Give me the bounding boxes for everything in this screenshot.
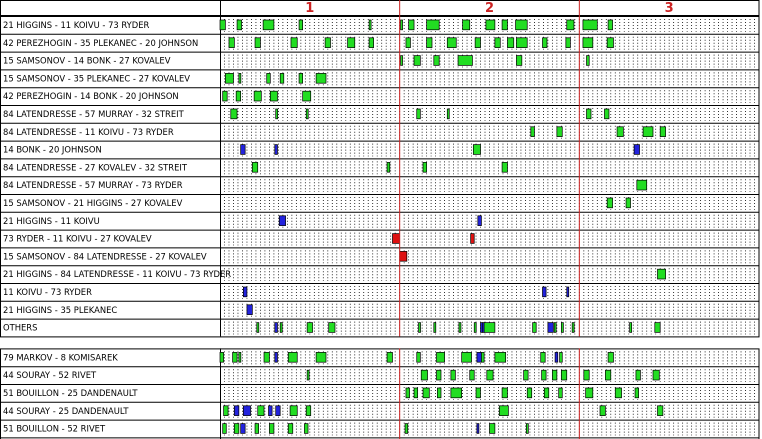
shift-bar xyxy=(414,388,418,398)
shift-bar xyxy=(233,352,237,362)
shift-bar xyxy=(258,406,264,416)
shift-bar xyxy=(462,352,472,362)
shift-bar xyxy=(436,370,440,380)
shift-bar xyxy=(303,91,311,101)
row-label: 21 HIGGINS - 35 PLEKANEC xyxy=(3,304,118,315)
shift-bar xyxy=(427,38,432,48)
shift-bar xyxy=(252,162,257,172)
shift-bar xyxy=(543,38,547,48)
shift-bar xyxy=(499,406,508,416)
shift-bar xyxy=(533,323,537,333)
row-label: 44 SOURAY - 52 RIVET xyxy=(3,370,97,381)
shift-bar xyxy=(401,20,403,30)
shift-bar xyxy=(567,287,569,297)
shift-bar xyxy=(236,91,240,101)
shift-bar xyxy=(495,352,506,362)
shift-bar xyxy=(264,352,269,362)
shift-bar xyxy=(477,352,481,362)
shift-bar xyxy=(239,73,241,83)
shift-bar xyxy=(516,56,521,66)
shift-bar xyxy=(423,162,427,172)
shift-bar xyxy=(270,91,277,101)
shift-bar xyxy=(555,352,558,362)
row-label: OTHERS xyxy=(3,322,38,333)
shift-bar xyxy=(660,127,665,137)
row-label: 79 MARKOV - 8 KOMISAREK xyxy=(3,352,118,363)
shift-bar xyxy=(290,406,297,416)
shift-bar xyxy=(231,109,237,119)
shift-bar xyxy=(325,38,330,48)
shift-bar xyxy=(554,323,556,333)
shift-bar xyxy=(437,388,441,398)
shift-bar xyxy=(288,424,292,434)
shift-bar xyxy=(279,216,285,226)
shift-bar xyxy=(275,352,278,362)
shift-bar xyxy=(557,127,562,137)
shift-bar xyxy=(657,406,662,416)
shift-bar xyxy=(635,388,639,398)
shift-bar xyxy=(275,145,278,155)
shift-bar xyxy=(434,56,439,66)
shift-bar xyxy=(369,20,371,30)
shift-bar xyxy=(626,198,630,208)
shift-bar xyxy=(541,352,545,362)
shift-bar xyxy=(276,406,280,416)
shift-bar xyxy=(495,38,500,48)
shift-bar xyxy=(608,352,613,362)
shift-bar xyxy=(561,323,563,333)
shift-bar xyxy=(524,370,528,380)
shift-bar xyxy=(657,269,665,279)
shift-bar xyxy=(484,323,495,333)
shift-bar xyxy=(220,20,225,30)
shift-bar xyxy=(531,127,535,137)
shift-bar xyxy=(306,109,308,119)
shift-bar xyxy=(567,20,574,30)
shift-bar xyxy=(280,73,284,83)
shift-bar xyxy=(306,406,310,416)
shift-bar xyxy=(605,370,610,380)
shift-bar xyxy=(223,424,227,434)
shift-bar xyxy=(516,20,528,30)
shift-bar xyxy=(417,109,421,119)
shift-bar xyxy=(477,424,479,434)
shift-bar xyxy=(409,20,414,30)
shift-bar xyxy=(243,406,250,416)
shift-bar xyxy=(615,388,621,398)
shift-bar xyxy=(406,38,410,48)
shift-bar xyxy=(421,370,427,380)
shift-bar xyxy=(223,91,227,101)
shift-bar xyxy=(586,388,593,398)
row-label: 15 SAMSONOV - 21 HIGGINS - 27 KOVALEV xyxy=(3,198,183,208)
shift-bar xyxy=(405,424,408,434)
shift-bar xyxy=(516,38,527,48)
shift-bar xyxy=(481,352,484,362)
shift-bar xyxy=(288,352,297,362)
shift-bar xyxy=(587,56,590,66)
row-label: 21 HIGGINS - 11 KOIVU xyxy=(3,215,100,226)
shift-bar xyxy=(653,370,659,380)
shift-bar xyxy=(241,145,245,155)
shift-bar xyxy=(269,424,273,434)
row-label: 84 LATENDRESSE - 27 KOVALEV - 32 STREIT xyxy=(3,162,187,173)
shift-bar xyxy=(600,406,605,416)
shift-bar xyxy=(220,352,224,362)
shift-bar xyxy=(451,388,462,398)
row-label: 51 BOUILLON - 25 DANDENAULT xyxy=(3,388,138,398)
shift-bar xyxy=(267,73,271,83)
shift-bar xyxy=(542,370,546,380)
shift-bar xyxy=(502,162,507,172)
shift-bar xyxy=(316,352,326,362)
shift-bar xyxy=(630,323,632,333)
shift-bar xyxy=(478,216,482,226)
shift-bar xyxy=(387,352,392,362)
shift-bar xyxy=(544,388,548,398)
shift-bar xyxy=(447,109,449,119)
shift-bar xyxy=(243,287,247,297)
shift-bar xyxy=(548,323,553,333)
shift-bar xyxy=(400,251,407,261)
shift-bar xyxy=(329,323,335,333)
shift-bar xyxy=(255,38,260,48)
shift-bar xyxy=(427,20,440,30)
row-label: 21 HIGGINS - 84 LATENDRESSE - 11 KOIVU - 73 RYDER xyxy=(3,269,232,280)
shift-bar xyxy=(263,20,274,30)
shift-bar xyxy=(276,109,278,119)
shift-bar xyxy=(474,323,476,333)
shift-bar xyxy=(471,234,475,244)
shift-bar xyxy=(280,323,282,333)
shift-bar xyxy=(566,38,570,48)
shift-bar xyxy=(587,109,591,119)
shift-bar xyxy=(583,38,593,48)
row-label: 51 BOUILLON - 52 RIVET xyxy=(3,423,106,434)
shift-bar xyxy=(275,323,278,333)
shift-bar xyxy=(476,388,480,398)
shift-bar xyxy=(486,20,495,30)
shift-bar xyxy=(617,127,623,137)
shift-bar xyxy=(560,352,563,362)
period-label-1: 1 xyxy=(305,1,315,16)
shift-bar xyxy=(225,73,233,83)
row-label: 15 SAMSONOV - 35 PLEKANEC - 27 KOVALEV xyxy=(3,73,190,84)
row-label: 21 HIGGINS - 11 KOIVU - 73 RYDER xyxy=(3,20,150,30)
shift-bar xyxy=(307,370,309,380)
shift-bar xyxy=(348,38,355,48)
shift-bar xyxy=(369,38,373,48)
shift-bar xyxy=(414,56,420,66)
shift-bar xyxy=(254,91,261,101)
shift-bar xyxy=(459,323,461,333)
period-label-2: 2 xyxy=(484,1,495,16)
shift-bar xyxy=(458,56,472,66)
shift-bar xyxy=(417,352,421,362)
shift-bar xyxy=(401,56,403,66)
shift-bar xyxy=(463,20,470,30)
row-label: 44 SOURAY - 25 DANDENAULT xyxy=(3,405,129,416)
row-label: 73 RYDER - 11 KOIVU - 27 KOVALEV xyxy=(3,233,152,244)
row-label: 15 SAMSONOV - 14 BONK - 27 KOVALEV xyxy=(3,55,171,66)
shift-bar xyxy=(559,388,563,398)
period-label-3: 3 xyxy=(664,1,674,16)
shift-bar xyxy=(436,352,444,362)
shift-bar xyxy=(229,38,234,48)
row-label: 14 BONK - 20 JOHNSON xyxy=(3,144,102,155)
shift-bar xyxy=(316,73,326,83)
row-label: 11 KOIVU - 73 RYDER xyxy=(3,287,92,297)
row-label: 42 PEREZHOGIN - 35 PLEKANEC - 20 JOHNSON xyxy=(3,37,199,48)
shift-bar xyxy=(304,424,308,434)
shift-bar xyxy=(527,388,531,398)
shift-bar xyxy=(637,180,647,190)
shift-bar xyxy=(234,424,238,434)
shift-bar xyxy=(634,145,639,155)
shift-bar xyxy=(434,323,436,333)
shift-bar xyxy=(241,424,245,434)
shift-bar xyxy=(584,370,589,380)
shift-bar xyxy=(561,370,566,380)
row-label: 84 LATENDRESSE - 57 MURRAY - 73 RYDER xyxy=(3,180,183,191)
shift-bar xyxy=(607,198,612,208)
shift-bar xyxy=(387,162,390,172)
shift-bar xyxy=(299,73,303,83)
shift-bar xyxy=(543,287,547,297)
shift-bar xyxy=(299,20,303,30)
shift-bar xyxy=(655,323,660,333)
shift-bar xyxy=(502,20,507,30)
shift-bar xyxy=(607,38,613,48)
shift-bar xyxy=(291,38,297,48)
shift-bar xyxy=(392,234,399,244)
shift-bar xyxy=(239,352,241,362)
shift-bar xyxy=(307,323,312,333)
shift-bar xyxy=(470,370,474,380)
shift-bar xyxy=(643,127,653,137)
row-label: 84 LATENDRESSE - 11 KOIVU - 73 RYDER xyxy=(3,126,174,137)
shift-bar xyxy=(237,20,241,30)
shift-bar xyxy=(473,145,480,155)
shift-bar xyxy=(487,370,493,380)
shift-bar xyxy=(604,109,608,119)
shift-bar xyxy=(269,406,273,416)
shift-bar xyxy=(234,406,238,416)
shift-bar xyxy=(572,323,574,333)
shift-bar xyxy=(255,424,259,434)
shift-bar xyxy=(502,388,507,398)
row-label: 42 PEREZHOGIN - 14 BONK - 20 JOHNSON xyxy=(3,91,179,102)
shift-bar xyxy=(406,388,410,398)
shift-bar xyxy=(475,38,480,48)
shift-bar xyxy=(608,20,612,30)
shift-bar xyxy=(507,38,513,48)
row-label: 15 SAMSONOV - 84 LATENDRESSE - 27 KOVALEV xyxy=(3,251,207,262)
shift-bar xyxy=(257,323,259,333)
shift-bar xyxy=(447,38,456,48)
shift-bar xyxy=(451,370,455,380)
shift-bar xyxy=(247,305,252,315)
shift-bar xyxy=(636,370,640,380)
shift-bar xyxy=(490,424,495,434)
shift-bar xyxy=(419,323,421,333)
shift-bar xyxy=(224,406,228,416)
row-label: 84 LATENDRESSE - 57 MURRAY - 32 STREIT xyxy=(3,109,184,119)
shift-bar xyxy=(423,388,429,398)
shift-bar xyxy=(526,424,528,434)
shift-bar xyxy=(552,370,556,380)
header-frame xyxy=(1,1,760,16)
shift-bar xyxy=(583,20,597,30)
